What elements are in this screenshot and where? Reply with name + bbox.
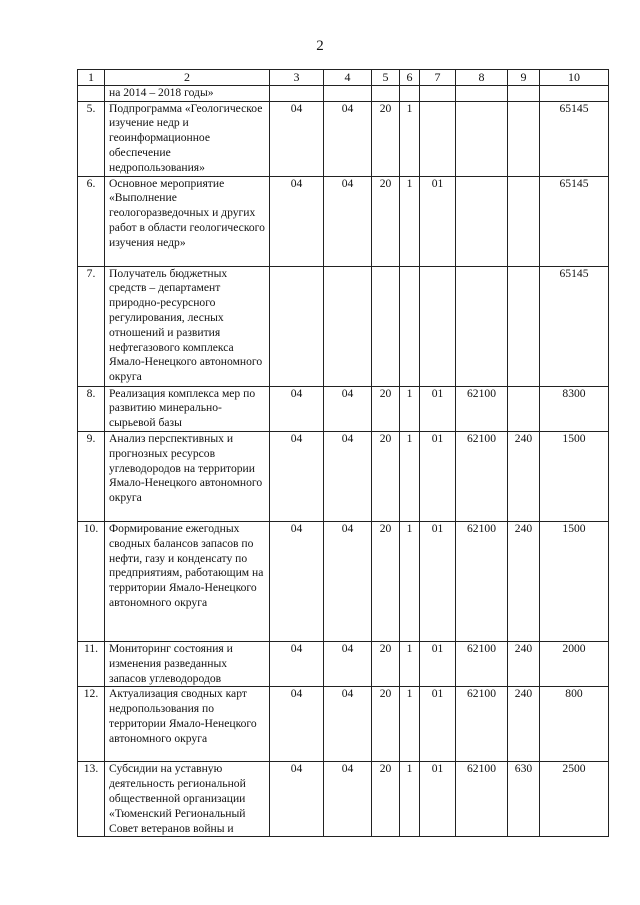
row-value-c7: 01 xyxy=(420,687,456,762)
row-value-c3: 04 xyxy=(270,431,324,521)
table-row xyxy=(78,386,609,431)
row-value-c8: 62100 xyxy=(456,641,508,686)
header-row xyxy=(78,70,609,86)
row-value-c9: 240 xyxy=(508,521,540,641)
row-value-c5: 20 xyxy=(372,176,400,266)
header-cell: 8 xyxy=(456,70,508,86)
row-value-c4 xyxy=(324,266,372,386)
table-cell xyxy=(420,85,456,101)
row-value-c9 xyxy=(508,176,540,266)
row-value-c5: 20 xyxy=(372,762,400,837)
row-description: Основное мероприятие «Выполнение геологоразведочных и других работ в области геологического изучения недр» xyxy=(105,176,270,266)
row-description: Подпрограмма «Геологическое изучение недр и геоинформационное обеспечение недропользования» xyxy=(105,101,270,176)
header-cell: 9 xyxy=(508,70,540,86)
row-value-c5: 20 xyxy=(372,641,400,686)
table-row xyxy=(78,266,609,386)
row-value-c3: 04 xyxy=(270,521,324,641)
table-cell xyxy=(508,85,540,101)
row-value-c10: 2000 xyxy=(540,641,609,686)
row-value-c10: 65145 xyxy=(540,176,609,266)
row-value-c3: 04 xyxy=(270,641,324,686)
row-value-c6: 1 xyxy=(400,176,420,266)
row-value-c5 xyxy=(372,266,400,386)
table-row xyxy=(78,687,609,762)
table-cell xyxy=(456,85,508,101)
row-value-c10: 1500 xyxy=(540,521,609,641)
table-cell xyxy=(324,85,372,101)
row-value-c7: 01 xyxy=(420,521,456,641)
row-value-c3: 04 xyxy=(270,176,324,266)
row-value-c6: 1 xyxy=(400,687,420,762)
header-cell: 5 xyxy=(372,70,400,86)
row-value-c7: 01 xyxy=(420,386,456,431)
table-row xyxy=(78,521,609,641)
row-number: 12. xyxy=(78,687,105,762)
row-description: Мониторинг состояния и изменения разведанных запасов углеводородов xyxy=(105,641,270,686)
row-description: Актуализация сводных карт недропользования по территории Ямало-Ненецкого автономного округа xyxy=(105,687,270,762)
row-description: Формирование ежегодных сводных балансов запасов по нефти, газу и конденсату по предприятиям, работающим на территории Ямало-Ненецкого автономного округа xyxy=(105,521,270,641)
header-cell: 7 xyxy=(420,70,456,86)
header-cell: 3 xyxy=(270,70,324,86)
row-value-c3: 04 xyxy=(270,687,324,762)
row-description: Субсидии на уставную деятельность региональной общественной организации «Тюменский Региональный Совет ветеранов войны и xyxy=(105,762,270,837)
row-value-c3: 04 xyxy=(270,101,324,176)
row-value-c7: 01 xyxy=(420,762,456,837)
row-value-c5: 20 xyxy=(372,431,400,521)
row-value-c8 xyxy=(456,266,508,386)
row-value-c6: 1 xyxy=(400,431,420,521)
row-value-c10: 65145 xyxy=(540,266,609,386)
row-value-c8: 62100 xyxy=(456,431,508,521)
table-row xyxy=(78,431,609,521)
row-value-c7: 01 xyxy=(420,641,456,686)
row-value-c7 xyxy=(420,266,456,386)
table-cell xyxy=(270,85,324,101)
row-value-c10: 800 xyxy=(540,687,609,762)
row-value-c5: 20 xyxy=(372,386,400,431)
budget-table xyxy=(77,69,609,837)
row-value-c9 xyxy=(508,266,540,386)
row-value-c6: 1 xyxy=(400,641,420,686)
row-value-c10: 1500 xyxy=(540,431,609,521)
row-value-c5: 20 xyxy=(372,687,400,762)
continuation-text: на 2014 – 2018 годы» xyxy=(105,85,270,101)
table-body xyxy=(78,70,609,837)
row-number: 10. xyxy=(78,521,105,641)
row-number: 13. xyxy=(78,762,105,837)
row-number: 11. xyxy=(78,641,105,686)
table-cell xyxy=(400,85,420,101)
row-value-c7: 01 xyxy=(420,176,456,266)
row-description: Анализ перспективных и прогнозных ресурсов углеводородов на территории Ямало-Ненецкого автономного округа xyxy=(105,431,270,521)
row-value-c8: 62100 xyxy=(456,762,508,837)
row-value-c3: 04 xyxy=(270,386,324,431)
row-value-c4: 04 xyxy=(324,521,372,641)
table-cell xyxy=(78,85,105,101)
row-value-c9: 630 xyxy=(508,762,540,837)
row-value-c8: 62100 xyxy=(456,386,508,431)
row-value-c7: 01 xyxy=(420,431,456,521)
row-number: 5. xyxy=(78,101,105,176)
row-value-c10: 2500 xyxy=(540,762,609,837)
header-cell: 4 xyxy=(324,70,372,86)
row-value-c9 xyxy=(508,386,540,431)
row-value-c4: 04 xyxy=(324,101,372,176)
row-value-c6: 1 xyxy=(400,386,420,431)
row-value-c4: 04 xyxy=(324,176,372,266)
row-value-c4: 04 xyxy=(324,386,372,431)
row-value-c4: 04 xyxy=(324,431,372,521)
row-value-c7 xyxy=(420,101,456,176)
table-row xyxy=(78,762,609,837)
row-value-c4: 04 xyxy=(324,687,372,762)
table-cell xyxy=(540,85,609,101)
row-value-c6: 1 xyxy=(400,762,420,837)
row-value-c6 xyxy=(400,266,420,386)
row-value-c6: 1 xyxy=(400,521,420,641)
row-value-c9 xyxy=(508,101,540,176)
header-cell: 6 xyxy=(400,70,420,86)
row-value-c10: 8300 xyxy=(540,386,609,431)
row-value-c8: 62100 xyxy=(456,521,508,641)
row-value-c8 xyxy=(456,176,508,266)
row-value-c9: 240 xyxy=(508,687,540,762)
row-number: 7. xyxy=(78,266,105,386)
row-value-c5: 20 xyxy=(372,521,400,641)
row-value-c8: 62100 xyxy=(456,687,508,762)
row-value-c4: 04 xyxy=(324,641,372,686)
table-cell xyxy=(372,85,400,101)
row-value-c4: 04 xyxy=(324,762,372,837)
row-value-c10: 65145 xyxy=(540,101,609,176)
page-number: 2 xyxy=(316,38,324,54)
row-value-c9: 240 xyxy=(508,431,540,521)
row-number: 9. xyxy=(78,431,105,521)
continuation-row xyxy=(78,85,609,101)
header-cell: 10 xyxy=(540,70,609,86)
row-value-c9: 240 xyxy=(508,641,540,686)
row-number: 8. xyxy=(78,386,105,431)
row-description: Получатель бюджетных средств – департамент природно-ресурсного регулирования, лесных отношений и развития нефтегазового комплекса Ямало-Ненецкого автономного округа xyxy=(105,266,270,386)
row-value-c3 xyxy=(270,266,324,386)
table-row xyxy=(78,641,609,686)
table-row xyxy=(78,176,609,266)
table-row xyxy=(78,101,609,176)
row-value-c3: 04 xyxy=(270,762,324,837)
row-value-c6: 1 xyxy=(400,101,420,176)
header-cell: 2 xyxy=(105,70,270,86)
row-description: Реализация комплекса мер по развитию минерально-сырьевой базы xyxy=(105,386,270,431)
row-value-c5: 20 xyxy=(372,101,400,176)
header-cell: 1 xyxy=(78,70,105,86)
row-value-c8 xyxy=(456,101,508,176)
row-number: 6. xyxy=(78,176,105,266)
